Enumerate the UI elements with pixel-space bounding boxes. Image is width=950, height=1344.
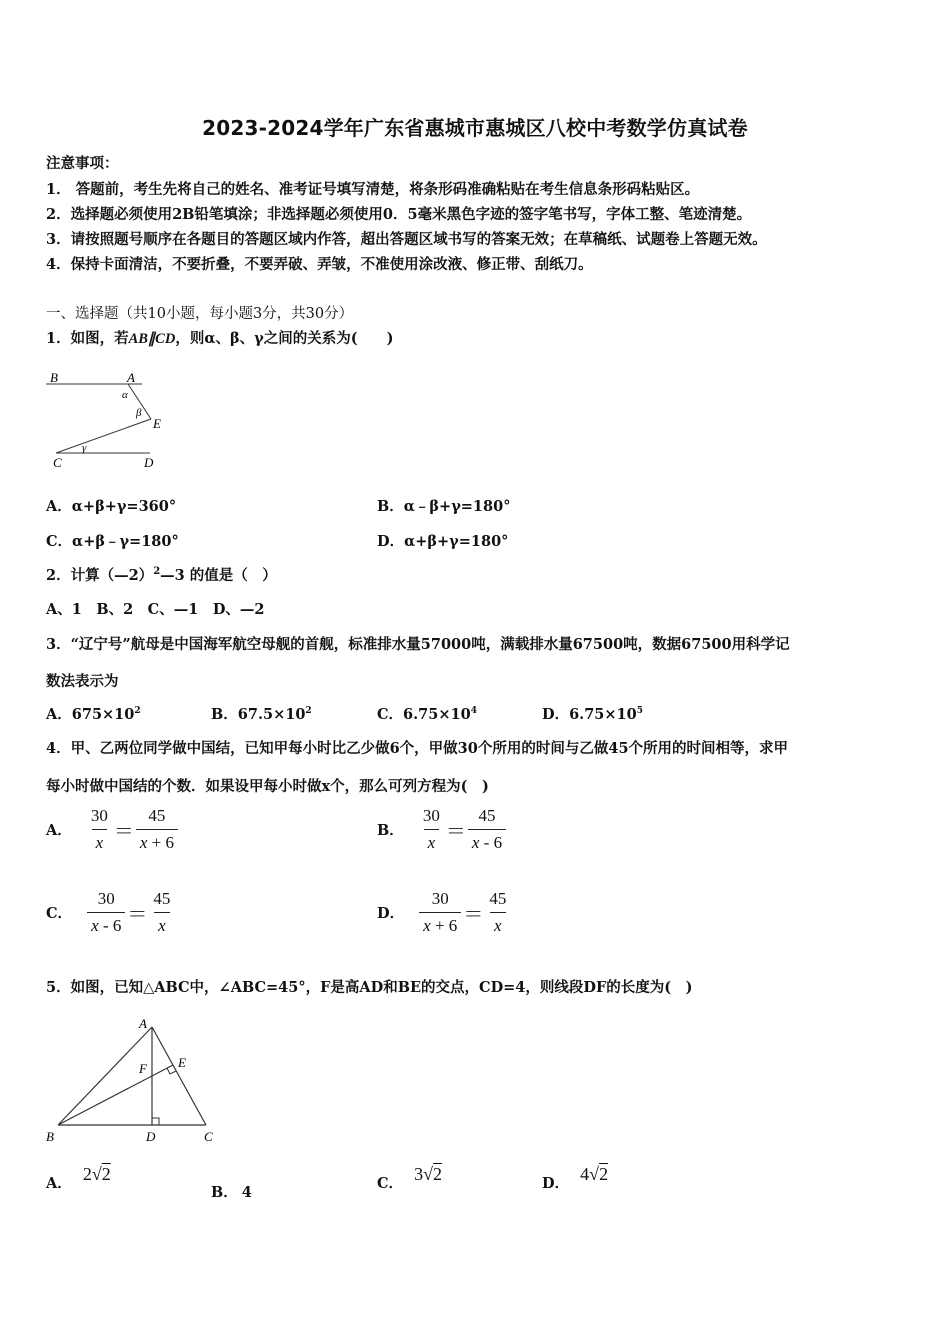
notice-item: 1． 答题前，考生先将自己的姓名、准考证号填写清楚，将条形码准确粘贴在考生信息条形码粘贴区。	[46, 181, 700, 198]
q3-option-a: A．$675\times 10^2$	[46, 706, 141, 723]
q1-stem	[46, 327, 393, 348]
label-d: D	[146, 1129, 156, 1144]
q4-option-d: D． $\frac{30}{x + 6}$ ＝ $\frac{45}{x}$	[377, 889, 507, 935]
label-e: E	[153, 416, 161, 431]
q5-option-d: D． 4√2	[542, 1164, 609, 1192]
q5-stem: 5．如图，已知△ABC中，∠ABC=45°，F是高AD和BE的交点，CD=4，则线段DF的长度为( )	[46, 979, 693, 996]
label-c: C	[53, 455, 62, 470]
side-ac	[152, 1027, 206, 1125]
q1-option-c: C．α+β﹣γ=180°	[46, 533, 179, 550]
q5-figure	[40, 1012, 230, 1147]
q4-option-a: A． $\frac{30}{x}$ ＝ $\frac{45}{x + 6}$	[46, 806, 178, 853]
q2-options: A、1 B、2 C、—1 D、—2	[46, 601, 265, 618]
q4-option-c: C． $\frac{30}{x - 6}$ ＝ $\frac{45}{x}$	[46, 889, 171, 935]
notice-item: 3．请按照题号顺序在各题目的答题区域内作答，超出答题区域书写的答案无效；在草稿纸、试题卷上答题无效。	[46, 231, 767, 248]
q4-option-b: B． $\frac{30}{x}$ ＝ $\frac{45}{x - 6}$	[377, 806, 506, 853]
notice-heading: 注意事项：	[46, 155, 119, 172]
q3-option-c: C．$6.75\times 10^4$	[377, 706, 477, 723]
label-f: F	[139, 1061, 147, 1076]
q2-stem: 2．计算（—2）$^2$—3 的值是（ ）	[46, 566, 277, 584]
label-alpha: α	[122, 389, 128, 401]
page-title: 2023-2024学年广东省惠城市惠城区八校中考数学仿真试卷	[202, 116, 748, 140]
q4-stem-line1: 4．甲、乙两位同学做中国结，已知甲每小时比乙少做6个，甲做30个所用的时间与乙做45个所用的时间相等，求甲	[46, 740, 789, 757]
q1-stem-prefix: 1．如图，若	[46, 330, 129, 347]
label-a: A	[139, 1016, 147, 1031]
q1-stem-suffix: ，则α、β、γ之间的关系为( )	[175, 330, 394, 347]
label-b: B	[46, 1129, 54, 1144]
q3-stem-line1: 3．“辽宁号”航母是中国海军航空母舰的首舰，标准排水量57000吨，满载排水量67500吨，数据67500用科学记	[46, 636, 790, 653]
notice-item: 4．保持卡面清洁，不要折叠，不要弄破、弄皱，不准使用涂改液、修正带、刮纸刀。	[46, 256, 593, 273]
side-ab	[58, 1027, 152, 1125]
q1-stem-math: AB∥CD	[128, 331, 176, 347]
q1-option-d: D．α+β+γ=180°	[377, 533, 509, 550]
q3-option-d: D．$6.75\times 10^5$	[542, 706, 643, 723]
label-b: B	[50, 370, 58, 385]
q4-stem-line2: 每小时做中国结的个数．如果设甲每小时做x个，那么可列方程为( )	[46, 778, 489, 795]
q3-option-b: B．$67.5\times 10^2$	[211, 706, 312, 723]
q3-stem-line2: 数法表示为	[46, 673, 119, 690]
line-ec	[56, 419, 151, 453]
label-d: D	[144, 455, 154, 470]
q5-option-b: B． 4	[211, 1184, 252, 1201]
q5-option-c: C． 3√2	[377, 1164, 443, 1192]
q1-option-b: B．α﹣β+γ=180°	[377, 498, 511, 515]
notice-item: 2．选择题必须使用2B铅笔填涂；非选择题必须使用0．5毫米黑色字迹的签字笔书写，字体工整、笔迹清楚。	[46, 206, 752, 223]
label-a: A	[127, 370, 135, 385]
label-c: C	[204, 1129, 213, 1144]
q1-figure	[40, 366, 180, 476]
q5-option-a: A． 2√2	[46, 1164, 111, 1192]
right-angle-d	[152, 1118, 159, 1125]
label-gamma: γ	[82, 442, 87, 454]
label-e: E	[178, 1055, 186, 1070]
section-heading: 一、选择题（共10小题，每小题3分，共30分）	[46, 306, 354, 322]
q1-option-a: A．α+β+γ=360°	[46, 498, 177, 515]
label-beta: β	[136, 407, 142, 419]
altitude-be	[58, 1065, 173, 1125]
